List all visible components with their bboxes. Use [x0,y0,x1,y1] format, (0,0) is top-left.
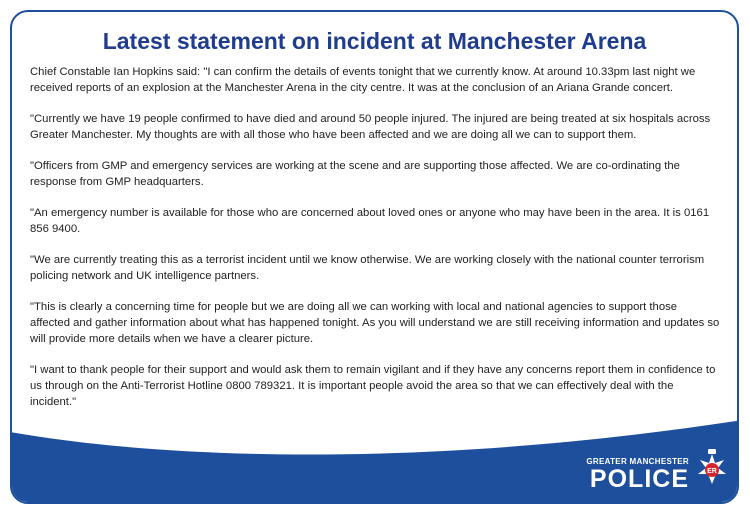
police-badge-icon [693,448,731,492]
logo-subtitle: GREATER MANCHESTER [586,457,689,466]
police-logo [586,457,689,492]
page-title: Latest statement on incident at Manchester Arena [102,28,647,54]
paragraph-5: "We are currently treating this as a terrorist incident until we know otherwise. We are working closely with the national counter terrorism policing network and UK intelligence partners. [30,254,705,282]
paragraph-1: Chief Constable Ian Hopkins said: "I can confirm the details of events tonight that we currently know. At around 10.33pm last night we received reports of an explosion at the Manchester Arena in the city centre. It was at the conclusion of an Ariana Grande concert. [30,66,696,94]
logo-title: POLICE [589,465,689,493]
statement-body [30,64,720,425]
statement-card [10,10,739,504]
badge-text: ER [707,468,717,475]
paragraph-2: "Currently we have 19 people confirmed to have died and around 50 people injured. The injured are being treated at six hospitals across Greater Manchester. My thoughts are with all those who have been affected and we are doing all we can to support them. [30,113,711,141]
paragraph-7: "I want to thank people for their support and would ask them to remain vigilant and if they have any concerns report them in confidence to us through on the Anti-Terrorist Hotline 0800 789321. It is important people avoid the area so that we can effectively deal with the incident." [30,364,716,408]
paragraph-6: "This is clearly a concerning time for people but we are doing all we can working with local and national agencies to support those affected and gather information about what has happened tonight. As you will understand we are still receiving information and updates so will provide more details when we have a clearer picture. [30,301,720,345]
paragraph-4: "An emergency number is available for those who are concerned about loved ones or anyone who may have been in the area. It is 0161 856 9400. [30,207,710,235]
paragraph-3: "Officers from GMP and emergency services are working at the scene and are supporting those affected. We are co-ordinating the response from GMP headquarters. [30,160,680,188]
